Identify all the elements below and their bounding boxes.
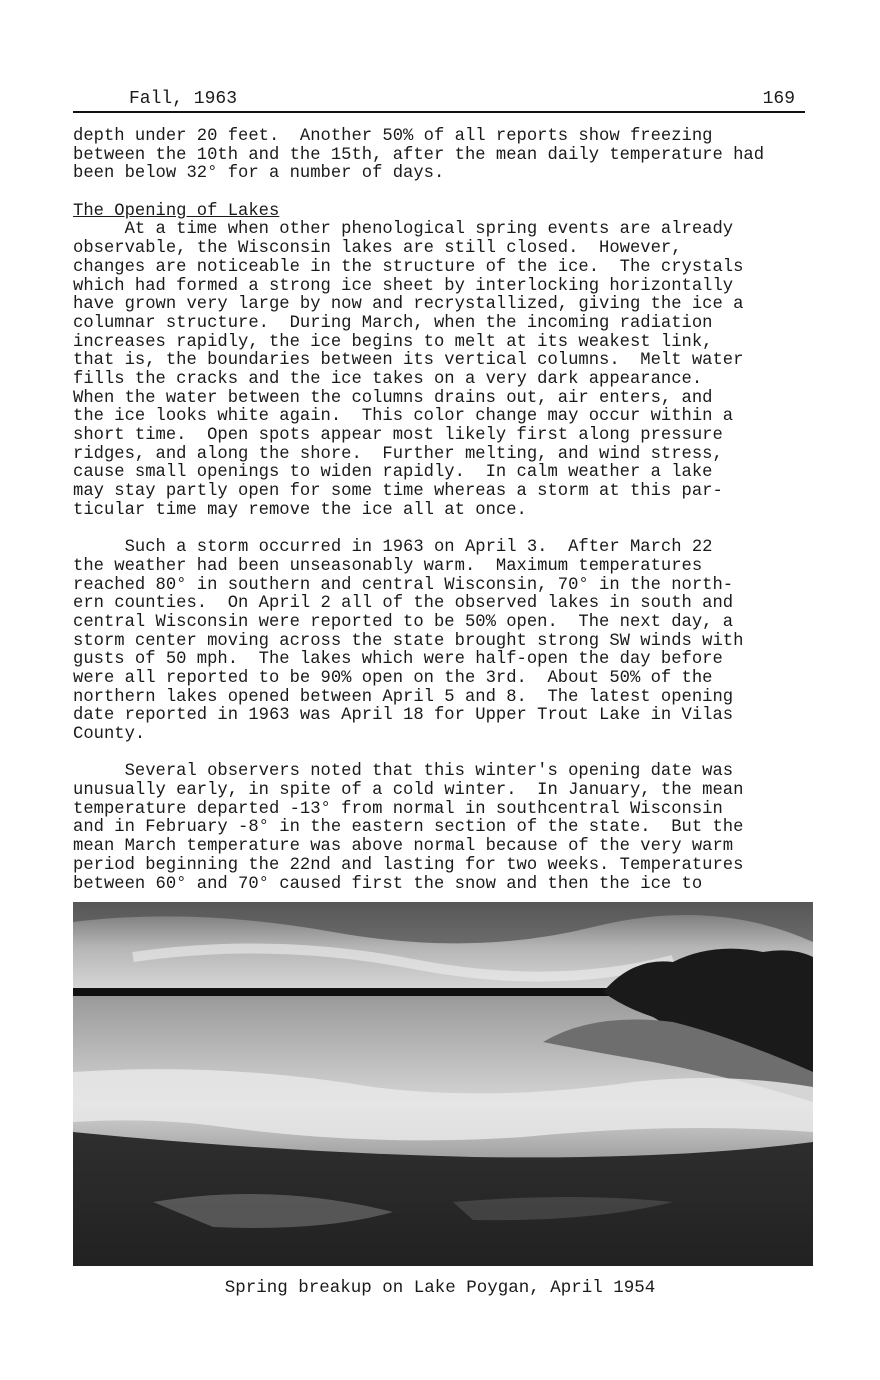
blank-line — [73, 184, 813, 203]
text-line: ern counties. On April 2 all of the observed lakes in south and — [73, 594, 734, 614]
text-line: unusually early, in spite of a cold winter. In January, the mean — [73, 781, 744, 801]
paragraph — [73, 539, 813, 745]
text-line: been below 32° for a number of days. — [73, 164, 445, 184]
text-line: have grown very large by now and recrystallized, giving the ice a — [73, 295, 744, 315]
text-line: ticular time may remove the ice all at once. — [73, 500, 527, 520]
text-line: may stay partly open for some time whereas a storm at this par- — [73, 482, 723, 502]
text-line: storm center moving across the state brought strong SW winds with — [73, 631, 744, 651]
text-line: date reported in 1963 was April 18 for Upper Trout Lake in Vilas — [73, 706, 734, 726]
paragraph — [73, 128, 813, 184]
text-line: increases rapidly, the ice begins to melt at its weakest link, — [73, 332, 713, 352]
text-line: When the water between the columns drains out, air enters, and — [73, 388, 713, 408]
text-line: columnar structure. During March, when the incoming radiation — [73, 313, 713, 333]
text-line: and in February -8° in the eastern section of the state. But the — [73, 818, 744, 838]
text-line: Several observers noted that this winter's opening date was — [73, 762, 734, 782]
text-line: central Wisconsin were reported to be 50% open. The next day, a — [73, 612, 734, 632]
blank-line — [73, 745, 813, 764]
text-line: depth under 20 feet. Another 50% of all reports show freezing — [73, 127, 713, 146]
text-line: At a time when other phenological spring events are already — [73, 220, 734, 240]
blank-line — [73, 520, 813, 539]
lake-photo-illustration — [73, 902, 813, 1266]
text-line: gusts of 50 mph. The lakes which were half-open the day before — [73, 650, 723, 670]
page-number: 169 — [762, 89, 795, 109]
far-shoreline — [73, 988, 633, 996]
text-line: mean March temperature was above normal because of the very warm — [73, 837, 734, 857]
text-line: were all reported to be 90% open on the 3rd. About 50% of the — [73, 668, 713, 688]
text-line: observable, the Wisconsin lakes are still closed. However, — [73, 239, 682, 259]
text-line: the ice looks white again. This color change may occur within a — [73, 407, 734, 427]
paragraph — [73, 203, 813, 521]
section-heading: The Opening of Lakes — [73, 201, 280, 221]
text-line: northern lakes opened between April 5 and 8. The latest opening — [73, 687, 734, 707]
text-line: ridges, and along the shore. Further melting, and wind stress, — [73, 444, 723, 464]
text-line: short time. Open spots appear most likely first along pressure — [73, 426, 723, 445]
text-line: that is, the boundaries between its vertical columns. Melt water — [73, 351, 744, 371]
lake-photograph — [73, 902, 813, 1266]
issue-date: Fall, 1963 — [129, 89, 238, 109]
paragraph — [73, 763, 813, 894]
running-header — [73, 89, 805, 113]
text-line: Such a storm occurred in 1963 on April 3. After March 22 — [73, 538, 713, 558]
text-line: between the 10th and the 15th, after the mean daily temperature had — [73, 145, 765, 165]
text-line: changes are noticeable in the structure of the ice. The crystals — [73, 257, 744, 277]
text-line: County. — [73, 725, 146, 744]
text-line: between 60° and 70° caused first the snow and then the ice to — [73, 874, 703, 894]
text-line: cause small openings to widen rapidly. In calm weather a lake — [73, 463, 713, 483]
text-line: period beginning the 22nd and lasting for two weeks. Temperatures — [73, 855, 744, 875]
text-line: which had formed a strong ice sheet by interlocking horizontally — [73, 276, 734, 296]
text-line: reached 80° in southern and central Wisconsin, 70° in the north- — [73, 575, 734, 595]
text-line: fills the cracks and the ice takes on a very dark appearance. — [73, 369, 703, 389]
text-line: temperature departed -13° from normal in southcentral Wisconsin — [73, 799, 723, 819]
text-line: the weather had been unseasonably warm. Maximum temperatures — [73, 556, 703, 576]
photo-caption: Spring breakup on Lake Poygan, April 1954 — [224, 1278, 656, 1298]
article-body — [73, 128, 813, 894]
